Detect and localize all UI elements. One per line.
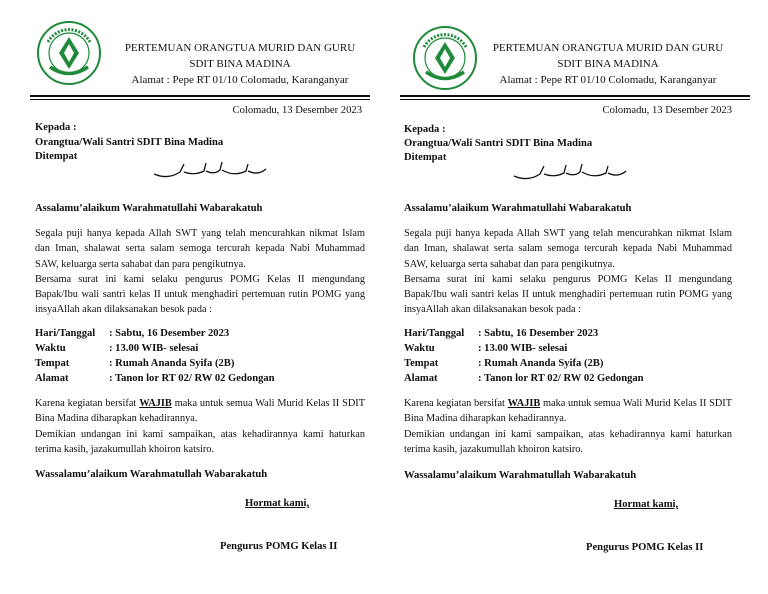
header-line-3: Alamat : Pepe RT 01/10 Colomadu, Karanganyar xyxy=(499,74,717,86)
header-line-2: SDIT BINA MADINA xyxy=(557,58,659,70)
detail-row xyxy=(404,326,644,341)
detail-key: Alamat xyxy=(35,373,69,384)
regards: Hormat kami, xyxy=(245,498,310,509)
body-paragraph xyxy=(404,226,732,318)
detail-value: : 13.00 WIB- selesai xyxy=(478,343,568,354)
to-place: Ditempat xyxy=(35,151,78,162)
detail-value: : Sabtu, 16 Desember 2023 xyxy=(109,328,230,339)
header-rule-thin xyxy=(400,99,750,100)
detail-key: Hari/Tanggal xyxy=(404,328,465,339)
detail-value: : Tanon lor RT 02/ RW 02 Gedongan xyxy=(109,373,275,384)
school-logo xyxy=(36,20,102,86)
closing-p1-post: maka untuk semua Wali Murid Kelas II SDIT Bina Madina diharapkan kehadirannya. xyxy=(404,398,733,425)
basmalah-calligraphy xyxy=(150,160,270,180)
closing-p1 xyxy=(35,396,365,427)
detail-key: Waktu xyxy=(35,343,66,354)
header-rule-thin xyxy=(30,99,370,100)
detail-key: Tempat xyxy=(404,358,439,369)
detail-row xyxy=(404,356,644,371)
detail-key: Waktu xyxy=(404,343,435,354)
basmalah-calligraphy xyxy=(510,162,630,182)
header-rule xyxy=(400,95,750,97)
header-line-3: Alamat : Pepe RT 01/10 Colomadu, Karanganyar xyxy=(131,74,349,86)
detail-row xyxy=(35,341,275,356)
detail-value: : Rumah Ananda Syifa (2B) xyxy=(478,358,604,369)
header-line-1: PERTEMUAN ORANGTUA MURID DAN GURU xyxy=(124,42,356,54)
to-label: Kepada : xyxy=(35,122,77,133)
closing-paragraph xyxy=(404,396,732,457)
closing-p1-post: maka untuk semua Wali Murid Kelas II SDIT Bina Madina diharapkan kehadirannya. xyxy=(35,398,366,425)
mandatory-emphasis: WAJIB xyxy=(139,398,172,409)
to-name: Orangtua/Wali Santri SDIT Bina Madina xyxy=(404,138,593,149)
greeting: Assalamu’alaikum Warahmatullahi Wabarakatuh xyxy=(35,203,263,214)
event-details xyxy=(35,326,275,386)
detail-key: Alamat xyxy=(404,373,438,384)
farewell: Wassalamu’alaikum Warahmatullah Wabarakatuh xyxy=(404,470,637,481)
detail-row xyxy=(404,371,644,386)
letter-date: Colomadu, 13 Desember 2023 xyxy=(602,105,732,116)
letter-date: Colomadu, 13 Desember 2023 xyxy=(232,105,362,116)
closing-p2: Demikian undangan ini kami sampaikan, atas kehadirannya kami haturkan terima kasih, jazakumullah khoiron katsiro. xyxy=(404,428,732,455)
detail-row xyxy=(35,371,275,386)
detail-value: : Sabtu, 16 Desember 2023 xyxy=(478,328,599,339)
closing-p1-pre: Karena kegiatan bersifat xyxy=(35,398,140,409)
signatory: Pengurus POMG Kelas II xyxy=(586,542,704,553)
detail-row xyxy=(35,326,275,341)
farewell: Wassalamu’alaikum Warahmatullah Wabarakatuh xyxy=(35,469,268,480)
letter-right xyxy=(384,0,768,594)
closing-p1 xyxy=(404,396,732,427)
detail-key: Tempat xyxy=(35,358,70,369)
detail-value: : Rumah Ananda Syifa (2B) xyxy=(109,358,235,369)
body-p2: Bersama surat ini kami selaku pengurus POMG Kelas II mengundang Bapak/Ibu wali santri kelas II untuk menghadiri pertemuan rutin POMG yang insyaAllah akan dilaksanakan besok pada : xyxy=(35,273,365,316)
to-place: Ditempat xyxy=(404,152,447,163)
detail-value: : 13.00 WIB- selesai xyxy=(109,343,199,354)
header-line-2: SDIT BINA MADINA xyxy=(189,58,291,70)
letterhead xyxy=(478,40,738,88)
closing-paragraph xyxy=(35,396,365,457)
to-name: Orangtua/Wali Santri SDIT Bina Madina xyxy=(35,137,224,148)
mandatory-emphasis: WAJIB xyxy=(507,398,541,409)
detail-key: Hari/Tanggal xyxy=(35,328,96,339)
body-p1: Segala puji hanya kepada Allah SWT yang telah mencurahkan nikmat Islam dan Iman, shalawat serta salam semoga tercurah kepada Nabi Muhammad SAW, keluarga serta sahabat dan para pengikutnya. xyxy=(404,228,732,270)
regards: Hormat kami, xyxy=(614,499,679,510)
detail-value: : Tanon lor RT 02/ RW 02 Gedongan xyxy=(478,373,644,384)
greeting: Assalamu’alaikum Warahmatullahi Wabarakatuh xyxy=(404,203,632,214)
body-p2: Bersama surat ini kami selaku pengurus POMG Kelas II mengundang Bapak/Ibu wali santri kelas II untuk menghadiri pertemuan rutin POMG yang insyaAllah akan dilaksanakan besok pada : xyxy=(404,273,732,316)
detail-row xyxy=(35,356,275,371)
body-p1: Segala puji hanya kepada Allah SWT yang telah mencurahkan nikmat Islam dan Iman, shalawat serta salam semoga tercurah kepada Nabi Muhammad SAW, keluarga serta sahabat dan para pengikutnya. xyxy=(35,228,365,270)
event-details xyxy=(404,326,644,386)
detail-row xyxy=(404,341,644,356)
to-label: Kepada : xyxy=(404,124,446,135)
body-paragraph xyxy=(35,226,365,318)
closing-p1-pre: Karena kegiatan bersifat xyxy=(404,398,508,409)
signatory: Pengurus POMG Kelas II xyxy=(220,541,338,552)
letterhead xyxy=(110,40,370,88)
header-line-1: PERTEMUAN ORANGTUA MURID DAN GURU xyxy=(492,42,724,54)
header-rule xyxy=(30,95,370,97)
closing-p2: Demikian undangan ini kami sampaikan, atas kehadirannya kami haturkan terima kasih, jazakumullah khoiron katsiro. xyxy=(35,428,365,455)
school-logo xyxy=(412,25,478,91)
